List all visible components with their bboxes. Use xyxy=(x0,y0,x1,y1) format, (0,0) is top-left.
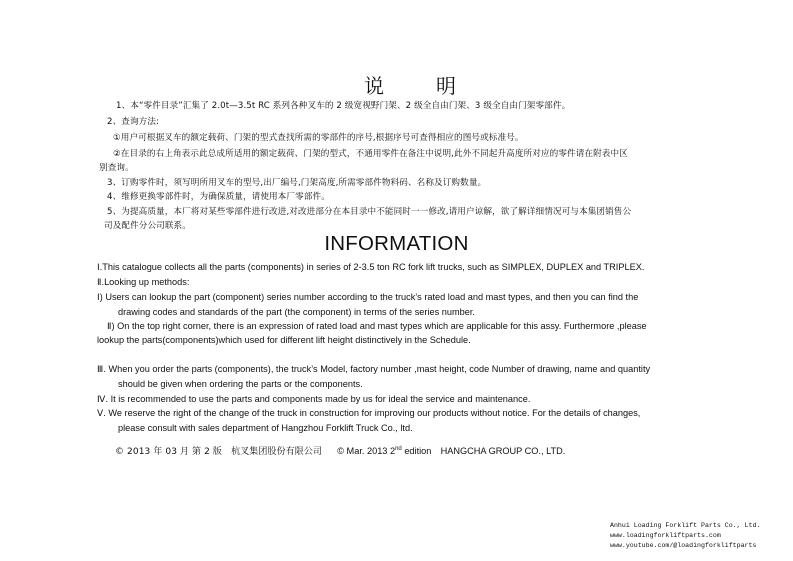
en-line-1: Ⅰ.This catalogue collects all the parts (components) in series of 2-3.5 ton RC fork lift trucks, such as SIMPLEX, DUPLEX and TRIPLEX. xyxy=(97,262,645,272)
edition-en-sup: nd xyxy=(395,446,402,452)
cn-line-1: 1、本“零件目录”汇集了 2.0t—3.5t RC 系列各种叉车的 2 级宽视野门架、2 级全自由门架、3 级全自由门架零部件。 xyxy=(116,101,571,111)
cn-line-9: 司及配件分公司联系。 xyxy=(104,221,191,231)
footer-website[interactable]: www.loadingforkliftparts.com xyxy=(610,532,721,539)
footer-youtube[interactable]: www.youtube.com/@loadingforkliftparts xyxy=(610,542,757,549)
english-title: INFORMATION xyxy=(324,232,469,255)
edition-cn: © 2013 年 03 月 第 2 版 杭叉集团股份有限公司 xyxy=(115,447,323,457)
en-line-10: Ⅴ. We reserve the right of the change of the truck in construction for improving our products without notice. For the details of changes, xyxy=(97,408,641,418)
cn-line-3: ①用户可根据叉车的额定载荷、门架的型式查找所需的零部件的序号,根据序号可查得相应的图号或标准号。 xyxy=(113,133,524,143)
footer-watermark xyxy=(610,521,760,551)
edition-line xyxy=(115,443,565,457)
cn-line-2: 2、查询方法: xyxy=(107,117,160,127)
cn-line-5: 别查询。 xyxy=(99,163,134,173)
en-line-3: Ⅰ) Users can lookup the part (component) series number according to the truck’s rated load and mast types, and then you can find the xyxy=(97,292,639,302)
chinese-title: 说 明 xyxy=(364,74,472,98)
footer-company: Anhui Loading Forklift Parts Co., Ltd. xyxy=(610,522,761,529)
en-line-9: Ⅳ. It is recommended to use the parts and components made by us for ideal the service and maintenance. xyxy=(97,394,531,404)
edition-en-suffix: edition HANGCHA GROUP CO., LTD. xyxy=(401,446,566,456)
en-line-7: Ⅲ. When you order the parts (components), the truck’s Model, factory number ,mast height, code Number of drawing, name and quantity xyxy=(97,364,651,374)
en-line-11: please consult with sales department of Hangzhou Forklift Truck Co., ltd. xyxy=(118,423,413,433)
en-line-5: Ⅱ) On the top right corner, there is an expression of rated load and mast types which are applicable for this assy. Furthermore ,please xyxy=(107,321,647,331)
cn-line-7: 4、维修更换零部件时，为确保质量，请使用本厂零部件。 xyxy=(107,192,330,202)
edition-en-prefix: © Mar. 2013 2 xyxy=(337,446,396,456)
en-line-6: lookup the parts(components)which used for different lift height distinctively in the Schedule. xyxy=(97,335,471,345)
en-line-8: should be given when ordering the parts or the components. xyxy=(118,379,363,389)
cn-line-4: ②在目录的右上角表示此总成所适用的额定载荷、门架的型式，不通用零件在备注中说明,此外不同起升高度所对应的零件请在附表中区 xyxy=(113,149,628,159)
cn-line-6: 3、订购零件时，须写明所用叉车的型号,出厂编号,门架高度,所需零部件物料码、名称及订购数量。 xyxy=(107,178,487,188)
en-line-2: Ⅱ.Looking up methods: xyxy=(97,277,190,287)
cn-line-8: 5、为提高质量，本厂将对某些零部件进行改进,对改进部分在本目录中不能同时一一修改,请用户谅解，欲了解详细情况可与本集团销售公 xyxy=(107,207,632,217)
en-line-4: drawing codes and standards of the part (the component) in terms of the series number. xyxy=(118,307,475,317)
